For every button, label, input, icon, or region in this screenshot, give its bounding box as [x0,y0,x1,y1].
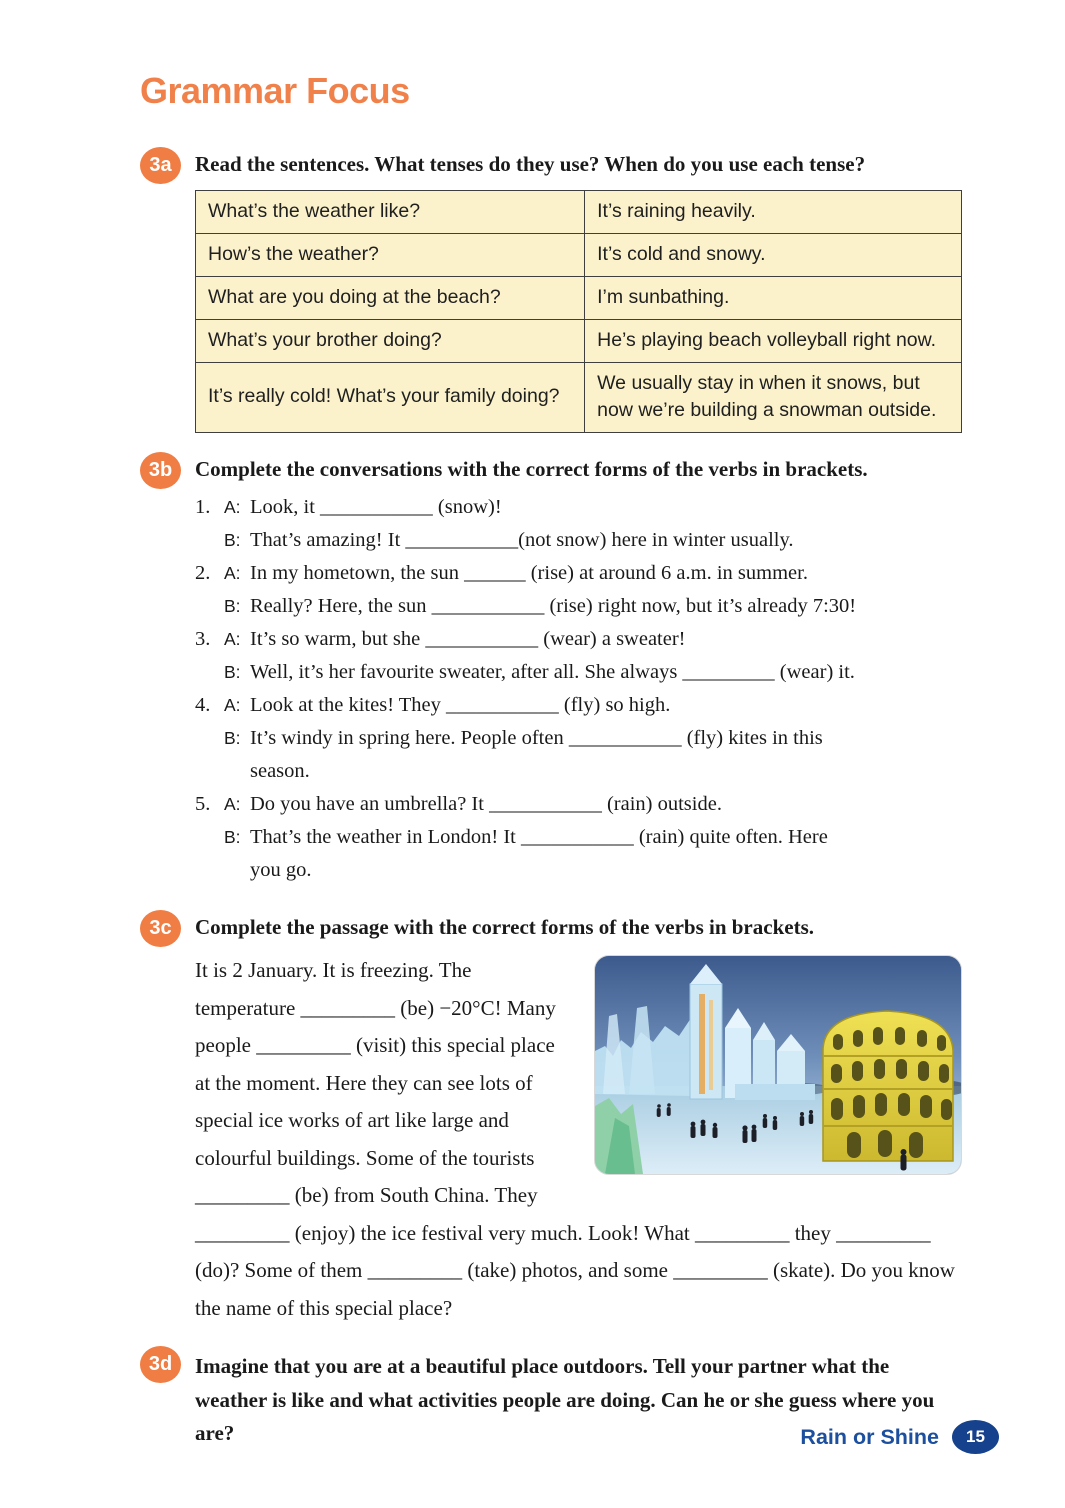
section-3c-instruction: Complete the passage with the correct forms of the verbs in brackets. [195,914,814,939]
ice-festival-photo [594,955,962,1175]
conversation-text: It’s so warm, but she ___________ (wear) a sweater! [250,627,686,650]
conversation-text: That’s the weather in London! It ___________ (rain) quite often. Here [250,825,828,848]
speaker-label: A: [224,694,241,715]
conversations-list [195,491,962,887]
speaker-label: B: [224,826,241,847]
conversation-line [195,854,962,887]
conversation-line [195,656,962,689]
section-3a-instruction: Read the sentences. What tenses do they use? When do you use each tense? [195,152,866,176]
section-badge-3d: 3d [140,1346,181,1383]
conversation-line [195,557,962,590]
table-cell-answer: He’s playing beach volleyball right now. [585,319,962,362]
conversation-line [195,491,962,524]
conversation-line [195,524,962,557]
conversation-line [195,590,962,623]
table-cell-question: How’s the weather? [196,234,585,277]
table-cell-question: What are you doing at the beach? [196,277,585,320]
speaker-label: A: [224,628,241,649]
page-footer [800,1420,999,1454]
table-cell-question: What’s the weather like? [196,191,585,234]
conversation-text: Look, it ___________ (snow)! [250,495,502,518]
section-3d-instruction: Imagine that you are at a beautiful place outdoors. Tell your partner what the weather is like and what activities people are doing. Can he or she guess where you are? [195,1354,935,1446]
section-3b [140,456,962,887]
conversation-text: Do you have an umbrella? It ___________ (rain) outside. [250,792,722,815]
unit-title: Rain or Shine [800,1424,939,1449]
conversation-text: That’s amazing! It ___________(not snow) here in winter usually. [250,528,794,551]
table-row [196,277,962,320]
speaker-label: B: [224,727,241,748]
conversation-text: Really? Here, the sun ___________ (rise) right now, but it’s already 7:30! [250,594,857,617]
table-cell-answer: We usually stay in when it snows, but now we’re building a snowman outside. [585,362,962,432]
conversation-text: season. [250,759,310,782]
speaker-label: A: [224,793,241,814]
section-badge-3a: 3a [140,147,181,184]
passage [195,952,962,1327]
section-3b-instruction: Complete the conversations with the correct forms of the verbs in brackets. [195,456,868,481]
conversation-text: Well, it’s her favourite sweater, after all. She always _________ (wear) it. [250,660,855,683]
conversation-line [195,821,962,854]
speaker-label: B: [224,595,241,616]
section-badge-3c: 3c [140,910,181,947]
table-cell-answer: It’s cold and snowy. [585,234,962,277]
table-cell-answer: It’s raining heavily. [585,191,962,234]
conversation-line [195,755,962,788]
table-row [196,362,962,432]
item-number: 1. [195,495,211,518]
table-cell-answer: I’m sunbathing. [585,277,962,320]
speaker-label: B: [224,529,241,550]
speaker-label: A: [224,496,241,517]
item-number: 4. [195,693,211,716]
table-cell-question: It’s really cold! What’s your family doing? [196,362,585,432]
conversation-line [195,722,962,755]
conversation-line [195,623,962,656]
section-badge-3b: 3b [140,452,181,489]
conversation-line [195,689,962,722]
conversation-text: Look at the kites! They ___________ (fly) so high. [250,693,671,716]
conversation-text: you go. [250,858,312,881]
section-3a [140,151,962,433]
item-number: 3. [195,627,211,650]
conversation-text: In my hometown, the sun ______ (rise) at around 6 a.m. in summer. [250,561,808,584]
section-3c [140,914,962,1327]
conversation-line [195,788,962,821]
speaker-label: A: [224,562,241,583]
table-row [196,319,962,362]
item-number: 2. [195,561,211,584]
example-sentences-table [195,190,962,432]
page-number-badge: 15 [952,1420,999,1454]
table-row [196,234,962,277]
page-title: Grammar Focus [140,70,410,111]
conversation-text: It’s windy in spring here. People often ___________ (fly) kites in this [250,726,823,749]
table-cell-question: What’s your brother doing? [196,319,585,362]
table-row [196,191,962,234]
passage-text: It is 2 January. It is freezing. The temperature _________ (be) −20°C! Many people _________ (visit) this special place at the moment. Here they can see lots of special ice works of art like large and colourful buildings. Some of the tourists _________ (be) from South China. They _________ (enjoy) the ice festival very much. Look! What _________ they _________ (do)? Some of them _________ (take) photos, and some _________ (skate). Do you know the name of this special place? [195,958,955,1320]
speaker-label: B: [224,661,241,682]
item-number: 5. [195,792,211,815]
